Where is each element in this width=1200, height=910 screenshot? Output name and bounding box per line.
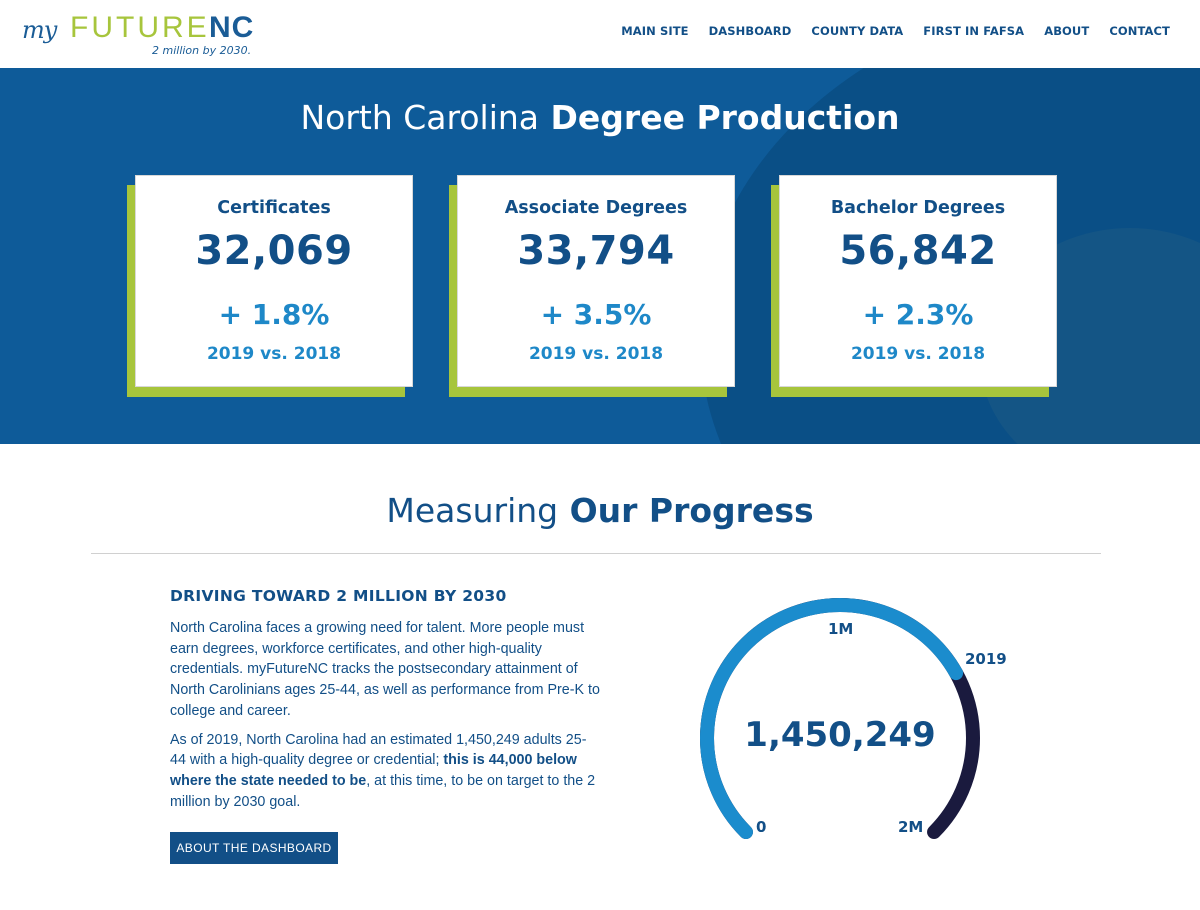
stat-card-certificates: [127, 175, 413, 397]
nav-contact[interactable]: CONTACT: [1109, 24, 1170, 38]
myfuturenc-logo[interactable]: [22, 8, 262, 58]
card-value: 32,069: [195, 228, 353, 274]
card-change: + 3.5%: [540, 298, 652, 331]
degree-production-hero: [0, 68, 1200, 444]
progress-paragraph: North Carolina faces a growing need for talent. More people must earn degrees, workforce certificates, and other high-quality credentials. myFutureNC tracks the postsecondary attainment of North Carolinians ages 25-44, as well as performance from Pre-K to college and career.: [170, 620, 600, 719]
card-label: Certificates: [217, 198, 331, 218]
site-header: [0, 0, 1200, 68]
logo-tagline: 2 million by 2030.: [152, 44, 252, 57]
highlight-text: this is 44,000 below where the state needed to be: [170, 752, 577, 789]
logo-nc: NC: [209, 11, 255, 44]
card-value: 33,794: [517, 228, 675, 274]
attainment-gauge: [680, 590, 1010, 880]
card-period: 2019 vs. 2018: [528, 344, 664, 364]
gauge-label-2019: 2019: [965, 650, 1007, 668]
nav-first-in-fafsa[interactable]: FIRST IN FAFSA: [923, 24, 1025, 38]
card-change: + 1.8%: [218, 298, 330, 331]
gauge-label-1m: 1M: [828, 620, 854, 638]
nav-about[interactable]: ABOUT: [1044, 24, 1090, 38]
gauge-label-2m: 2M: [898, 818, 924, 836]
logo-future: FUTURE: [70, 11, 210, 44]
progress-text: [170, 587, 602, 820]
card-change: + 2.3%: [862, 298, 974, 331]
nav-county-data[interactable]: COUNTY DATA: [811, 24, 904, 38]
logo-my: my: [22, 16, 57, 44]
stat-card-bachelor-degrees: [771, 175, 1057, 397]
progress-heading: DRIVING TOWARD 2 MILLION BY 2030: [170, 587, 507, 605]
card-period: 2019 vs. 2018: [850, 344, 986, 364]
about-dashboard-button[interactable]: ABOUT THE DASHBOARD: [170, 832, 338, 864]
gauge-label-0: 0: [756, 818, 767, 836]
card-label: Associate Degrees: [504, 198, 688, 218]
stat-card-associate-degrees: [449, 175, 735, 397]
nav-main-site[interactable]: MAIN SITE: [621, 24, 689, 38]
card-period: 2019 vs. 2018: [206, 344, 342, 364]
hero-title: North Carolina Degree Production: [300, 98, 900, 137]
section-divider: [91, 553, 1101, 554]
section-title: Measuring Our Progress: [386, 491, 814, 530]
card-value: 56,842: [839, 228, 997, 274]
gauge-value: 1,450,249: [744, 715, 936, 755]
main-nav: [601, 24, 1170, 38]
progress-paragraph: As of 2019, North Carolina had an estimated 1,450,249 adults 25-44 with a high-quality degree or credential; this is 44,000 below where the state needed to be, at this time, to be on target to the 2 million by 2030 goal.: [170, 731, 596, 810]
card-label: Bachelor Degrees: [830, 198, 1006, 218]
nav-dashboard[interactable]: DASHBOARD: [708, 24, 792, 38]
